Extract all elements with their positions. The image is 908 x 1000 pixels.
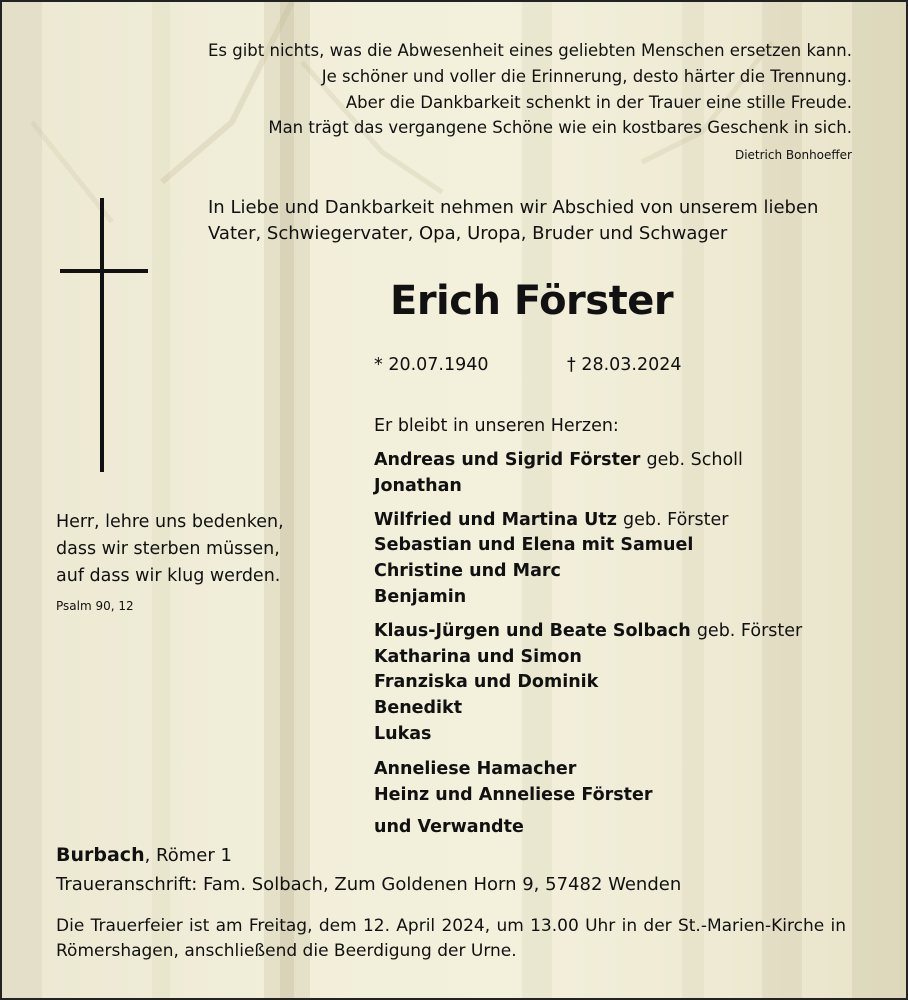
family-couple: Andreas und Sigrid Förster (374, 450, 641, 470)
mourners-heading: Er bleibt in unseren Herzen: (374, 416, 619, 436)
psalm-line: auf dass wir klug werden. (56, 566, 281, 586)
family-member: Franziska und Dominik (374, 672, 599, 693)
maiden-name: geb. Förster (696, 620, 803, 641)
cross-icon (100, 198, 104, 472)
psalm-line: Herr, lehre uns bedenken, (56, 512, 284, 532)
quote-line: Aber die Dankbarkeit schenkt in der Trauer eine stille Freude. (345, 92, 852, 112)
deceased-name: Erich Förster (390, 278, 674, 324)
family-couple: Klaus-Jürgen und Beate Solbach (374, 620, 691, 641)
family-line (374, 508, 802, 534)
residence (56, 844, 232, 866)
family-member: Heinz und Anneliese Förster (374, 784, 653, 805)
cross-icon-bar (60, 269, 148, 273)
residence-street: , Römer 1 (144, 845, 232, 866)
family-member: Lukas (374, 723, 432, 744)
mourners-list (374, 448, 802, 808)
funeral-service-info: Die Trauerfeier ist am Freitag, dem 12. April 2024, um 13.00 Uhr in der St.-Marien-Kirche in Römershagen, anschließend die Beerdigung der Urne. (56, 916, 846, 961)
family-line (374, 448, 802, 474)
intro-line: Vater, Schwiegervater, Opa, Uropa, Bruder und Schwager (208, 223, 728, 244)
family-member: Sebastian und Elena mit Samuel (374, 535, 694, 556)
quote-line: Man trägt das vergangene Schöne wie ein kostbares Geschenk in sich. (268, 118, 852, 138)
mourning-address: Traueranschrift: Fam. Solbach, Zum Goldenen Horn 9, 57482 Wenden (56, 874, 682, 895)
residence-town: Burbach (56, 844, 145, 866)
family-member: Christine und Marc (374, 561, 561, 582)
maiden-name: geb. Förster (623, 509, 729, 530)
relatives-line: und Verwandte (374, 817, 524, 837)
family-member: Jonathan (374, 475, 462, 496)
birth-date: * 20.07.1940 (374, 355, 489, 375)
psalm-reference: Psalm 90, 12 (56, 599, 134, 613)
quote-line: Je schöner und voller die Erinnerung, desto härter die Trennung. (321, 66, 852, 86)
family-member: Anneliese Hamacher (374, 758, 577, 779)
quote-line: Es gibt nichts, was die Abwesenheit eines geliebten Menschen ersetzen kann. (207, 41, 852, 60)
family-member: Benedikt (374, 698, 463, 719)
bonhoeffer-quote (208, 38, 852, 141)
family-member: Benjamin (374, 586, 467, 607)
quote-author: Dietrich Bonhoeffer (734, 148, 852, 162)
family-member: Katharina und Simon (374, 646, 582, 667)
psalm-line: dass wir sterben müssen, (56, 539, 280, 559)
death-date: † 28.03.2024 (567, 355, 682, 375)
psalm-verse (56, 509, 284, 590)
intro-text (208, 195, 854, 247)
family-line (374, 619, 802, 645)
family-couple: Wilfried und Martina Utz (374, 509, 617, 530)
intro-line: In Liebe und Dankbarkeit nehmen wir Abschied von unserem lieben (208, 197, 819, 218)
maiden-name: geb. Scholl (646, 450, 743, 470)
